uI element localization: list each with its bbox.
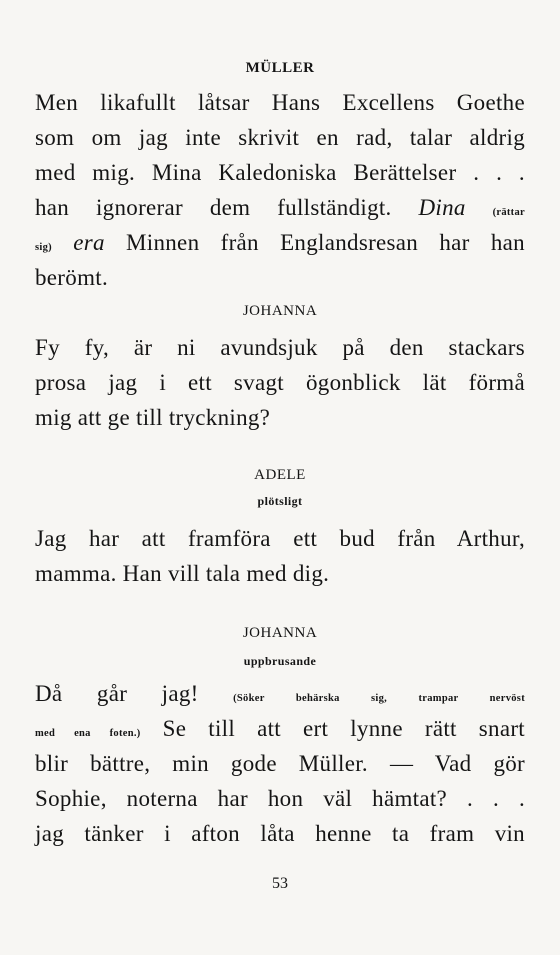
text-line: mamma. Han vill tala med dig. <box>35 561 330 586</box>
italic-word: Dina <box>418 195 466 220</box>
text-line: jag tänker i afton låta henne ta fram vin <box>35 821 525 846</box>
italic-word: era <box>73 230 105 255</box>
text-segment: Se till att ert lynne rätt snart <box>162 716 525 741</box>
page-number: 53 <box>272 875 288 892</box>
text-line: Fy fy, är ni avundsjuk på den stackars <box>35 335 525 360</box>
text-line <box>35 228 525 263</box>
text-line: berömt. <box>35 265 108 290</box>
speaker-name: JOHANNA <box>242 303 318 319</box>
speaker-name: JOHANNA <box>242 625 318 641</box>
speaker-name: ADELE <box>254 467 306 483</box>
text-segment: Då går jag! <box>35 681 199 706</box>
text-line: med mig. Mina Kaledoniska Berättelser . . . <box>35 160 525 185</box>
text-segment: Minnen från Englandsresan har han <box>126 230 525 255</box>
stage-direction: plötsligt <box>257 494 303 508</box>
text-line <box>35 679 525 714</box>
text-line: blir bättre, min gode Müller. — Vad gör <box>35 751 525 776</box>
stage-direction-inline: (Söker behärska sig, trampar nervöst <box>233 693 525 704</box>
stage-direction-inline: med ena foten.) <box>35 728 141 739</box>
text-line: mig att ge till tryckning? <box>35 405 271 430</box>
text-line: Jag har att framföra ett bud från Arthur, <box>35 526 525 551</box>
text-line: som om jag inte skrivit en rad, talar aldrig <box>35 125 525 150</box>
text-segment: han ignorerar dem fullständigt. <box>35 195 392 220</box>
text-line: prosa jag i ett svagt ögonblick lät förmå <box>35 370 525 395</box>
text-line: Sophie, noterna har hon väl hämtat? . . . <box>35 786 525 811</box>
text-line: Men likafullt låtsar Hans Excellens Goethe <box>35 90 525 115</box>
stage-direction-inline: sig) <box>35 242 52 253</box>
text-line <box>35 193 525 228</box>
text-line <box>35 714 525 749</box>
speaker-name: MÜLLER <box>245 60 315 76</box>
stage-direction-inline: (rättar <box>492 207 525 218</box>
stage-direction: uppbrusande <box>243 654 317 668</box>
